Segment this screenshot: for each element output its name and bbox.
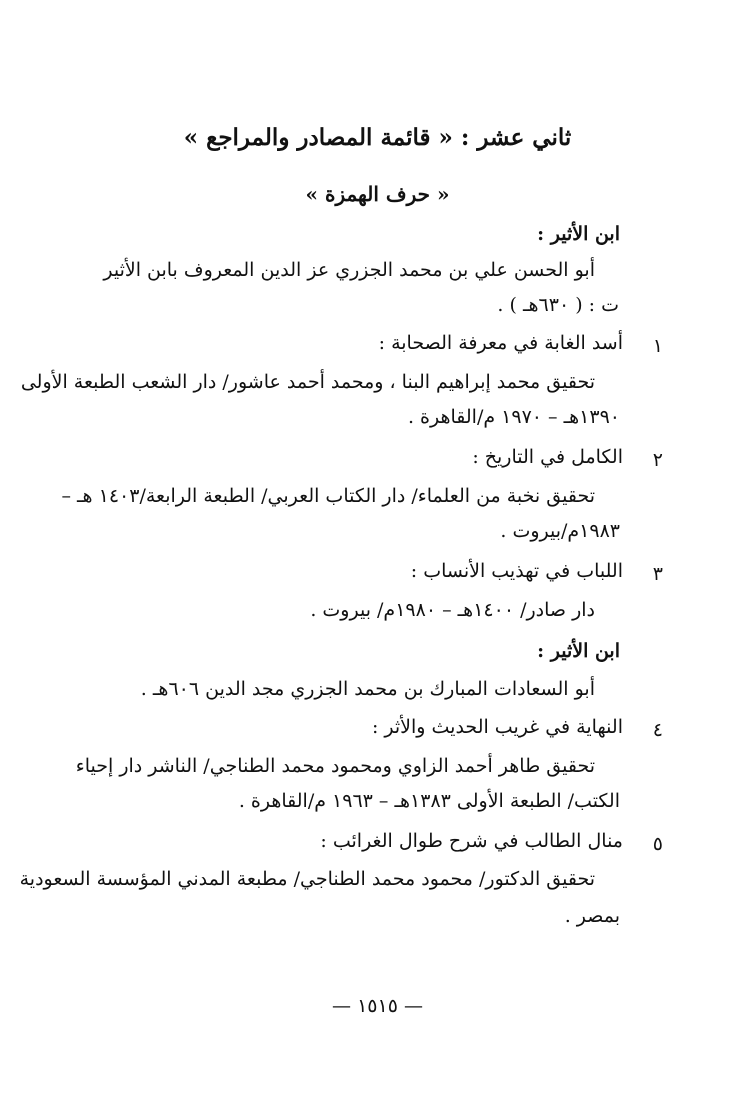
author-full-name: أبو السعادات المبارك بن محمد الجزري مجد الدين ٦٠٦هـ . bbox=[140, 678, 595, 700]
entry-number: ٢ bbox=[652, 449, 663, 471]
author-full-name: أبو الحسن علي بن محمد الجزري عز الدين المعروف بابن الأثير bbox=[103, 259, 595, 281]
entry-title: النهاية في غريب الحديث والأثر : bbox=[371, 716, 623, 738]
entry-detail: ١٣٩٠هـ – ١٩٧٠ م/القاهرة . bbox=[407, 406, 620, 428]
entry-detail: ١٩٨٣م/بيروت . bbox=[500, 520, 620, 542]
entry-detail: دار صادر/ ١٤٠٠هـ – ١٩٨٠م/ بيروت . bbox=[310, 599, 595, 621]
entry-title: اللباب في تهذيب الأنساب : bbox=[410, 560, 623, 582]
author-death-date: ت : ( ٦٣٠هـ ) . bbox=[497, 294, 619, 316]
entry-title: منال الطالب في شرح طوال الغرائب : bbox=[320, 830, 623, 852]
page-number: — ١٥١٥ — bbox=[332, 995, 423, 1017]
entry-number: ١ bbox=[652, 335, 663, 357]
entry-number: ٤ bbox=[652, 719, 663, 741]
entry-detail: الكتب/ الطبعة الأولى ١٣٨٣هـ – ١٩٦٣ م/القاهرة . bbox=[238, 790, 620, 812]
entry-detail: تحقيق محمد إبراهيم البنا ، ومحمد أحمد عاشور/ دار الشعب الطبعة الأولى bbox=[20, 371, 595, 393]
author-heading: ابن الأثير : bbox=[537, 223, 620, 245]
author-heading: ابن الأثير : bbox=[537, 640, 620, 662]
entry-title: أسد الغابة في معرفة الصحابة : bbox=[378, 332, 623, 354]
entry-detail: تحقيق طاهر أحمد الزاوي ومحمود محمد الطناجي/ الناشر دار إحياء bbox=[75, 755, 595, 777]
entry-detail: تحقيق الدكتور/ محمود محمد الطناجي/ مطبعة المدني المؤسسة السعودية bbox=[19, 868, 595, 890]
entry-detail: بمصر . bbox=[564, 905, 620, 927]
entry-title: الكامل في التاريخ : bbox=[472, 446, 623, 468]
page-title: ثاني عشر : « قائمة المصادر والمراجع » bbox=[183, 124, 572, 151]
letter-section-heading: « حرف الهمزة » bbox=[305, 182, 450, 206]
entry-number: ٣ bbox=[652, 563, 663, 585]
entry-number: ٥ bbox=[652, 833, 663, 855]
entry-detail: تحقيق نخبة من العلماء/ دار الكتاب العربي/ الطبعة الرابعة/١٤٠٣ هـ – bbox=[61, 485, 595, 507]
